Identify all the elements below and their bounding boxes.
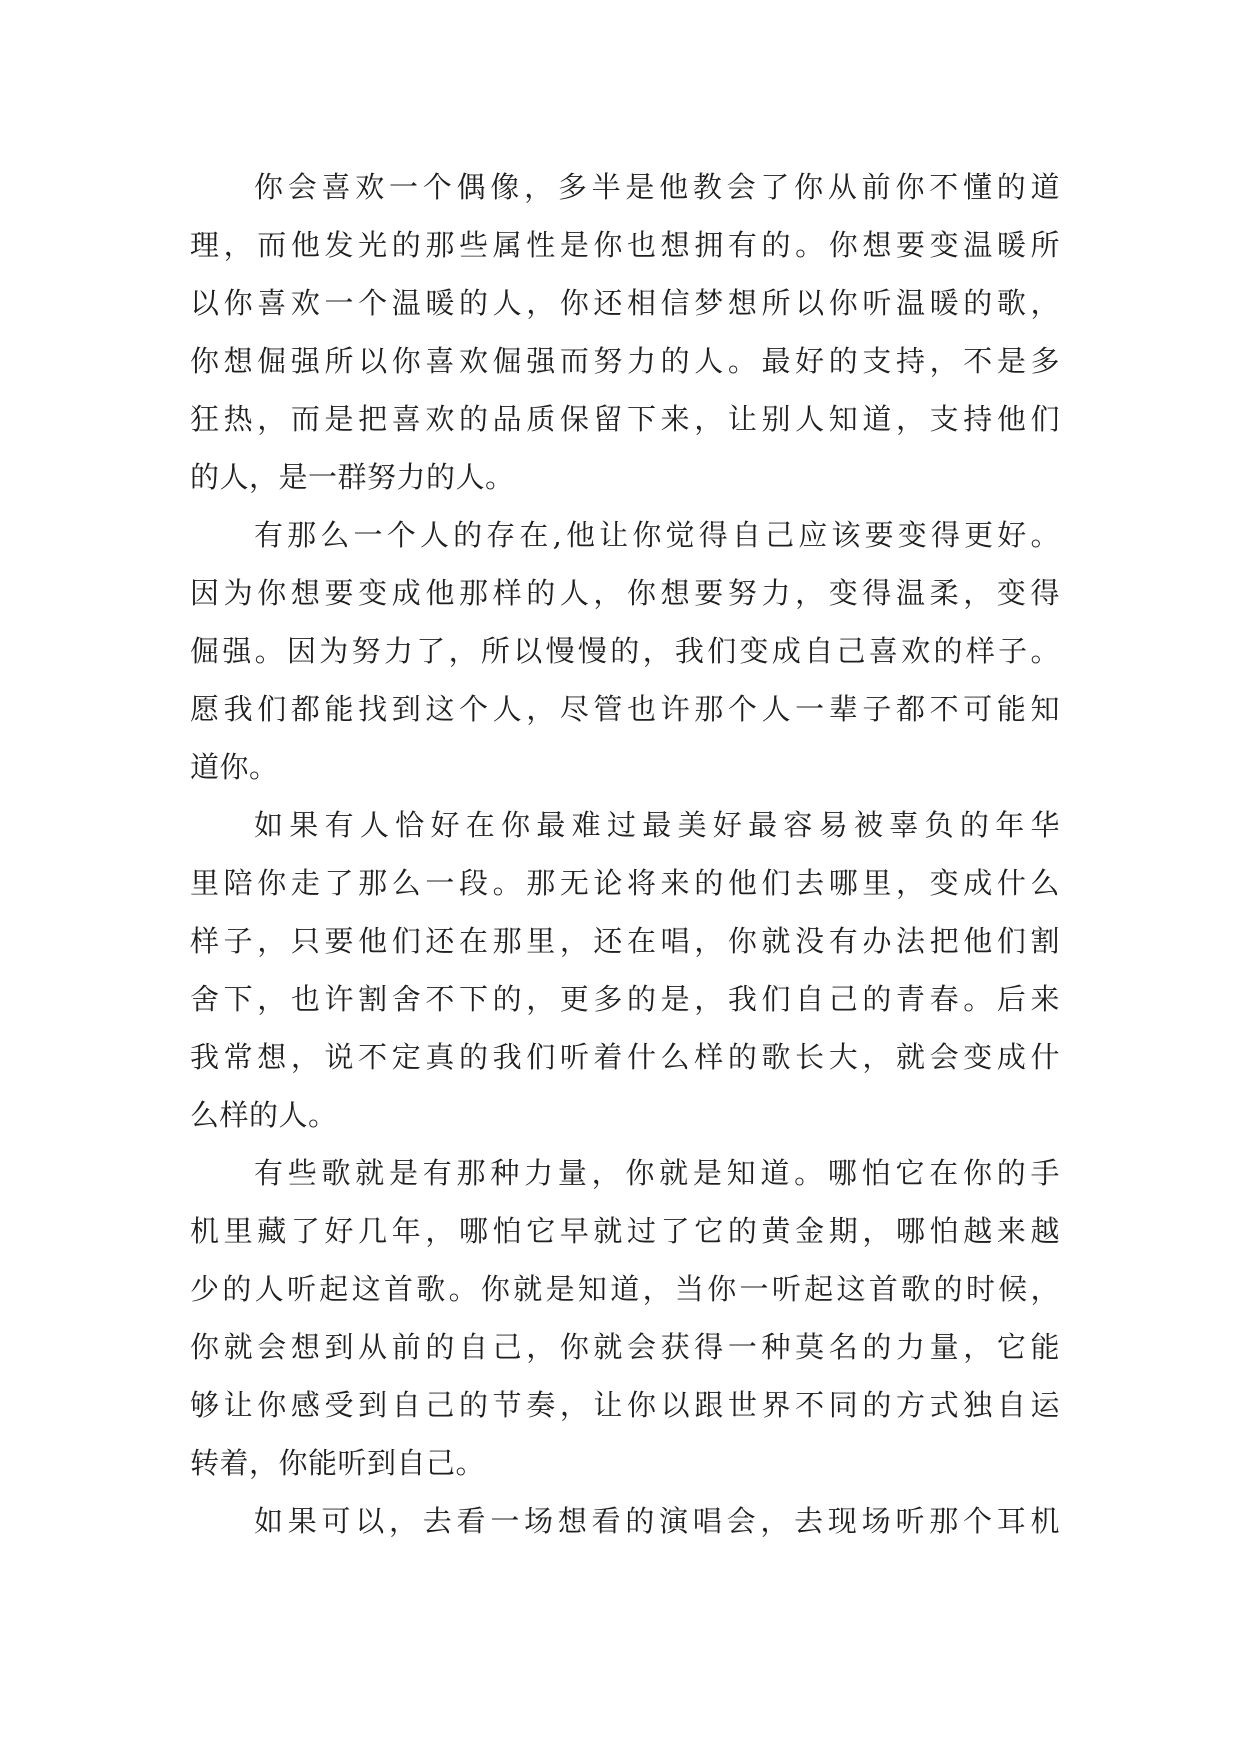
paragraph-line: 么样的人。 <box>190 1098 338 1132</box>
paragraph-line: 你想倔强所以你喜欢倔强而努力的人。最好的支持，不是多 <box>190 344 1060 378</box>
paragraph-line: 理，而他发光的那些属性是你也想拥有的。你想要变温暖所 <box>190 228 1060 262</box>
paragraph-line: 道你。 <box>190 750 279 784</box>
paragraph-line: 的人，是一群努力的人。 <box>190 460 515 494</box>
paragraph-line: 里陪你走了那么一段。那无论将来的他们去哪里，变成什么 <box>190 866 1060 900</box>
paragraph-line: 因为你想要变成他那样的人，你想要努力，变得温柔，变得 <box>190 576 1060 610</box>
paragraph-line: 少的人听起这首歌。你就是知道，当你一听起这首歌的时候， <box>190 1272 1060 1306</box>
paragraph-2 <box>190 506 1060 796</box>
paragraph-line: 狂热，而是把喜欢的品质保留下来，让别人知道，支持他们 <box>190 402 1060 436</box>
paragraph-line: 以你喜欢一个温暖的人，你还相信梦想所以你听温暖的歌， <box>190 286 1060 320</box>
paragraph-line: 你会喜欢一个偶像，多半是他教会了你从前你不懂的道 <box>254 170 1060 204</box>
paragraph-line: 愿我们都能找到这个人，尽管也许那个人一辈子都不可能知 <box>190 692 1060 726</box>
paragraph-line: 够让你感受到自己的节奏，让你以跟世界不同的方式独自运 <box>190 1388 1060 1422</box>
paragraph-line: 有些歌就是有那种力量，你就是知道。哪怕它在你的手 <box>254 1156 1060 1190</box>
paragraph-line: 倔强。因为努力了，所以慢慢的，我们变成自己喜欢的样子。 <box>190 634 1060 668</box>
paragraph-line: 你就会想到从前的自己，你就会获得一种莫名的力量，它能 <box>190 1330 1060 1364</box>
paragraph-line: 机里藏了好几年，哪怕它早就过了它的黄金期，哪怕越来越 <box>190 1214 1060 1248</box>
paragraph-5 <box>190 1492 1060 1550</box>
body-text <box>190 158 1060 1550</box>
paragraph-3 <box>190 796 1060 1144</box>
paragraph-4 <box>190 1144 1060 1492</box>
paragraph-line: 样子，只要他们还在那里，还在唱，你就没有办法把他们割 <box>190 924 1060 958</box>
paragraph-line: 舍下，也许割舍不下的，更多的是，我们自己的青春。后来 <box>190 982 1060 1016</box>
paragraph-line: 如果可以，去看一场想看的演唱会，去现场听那个耳机 <box>254 1504 1060 1538</box>
paragraph-line: 如果有人恰好在你最难过最美好最容易被辜负的年华 <box>254 808 1060 842</box>
paragraph-1 <box>190 158 1060 506</box>
paragraph-line: 有那么一个人的存在,他让你觉得自己应该要变得更好。 <box>254 518 1060 552</box>
paragraph-line: 转着，你能听到自己。 <box>190 1446 486 1480</box>
paragraph-line: 我常想，说不定真的我们听着什么样的歌长大，就会变成什 <box>190 1040 1060 1074</box>
